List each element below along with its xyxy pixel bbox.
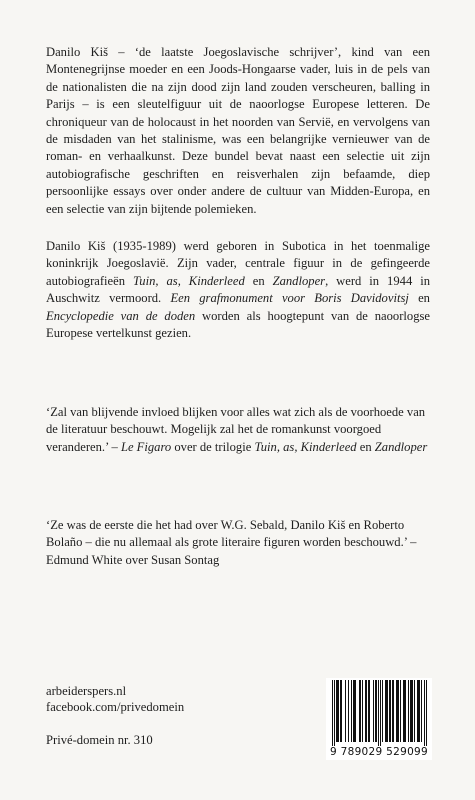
blurb-text-1: Danilo Kiš – ‘de laatste Joegoslavische schrijver’, kind van een Montenegrijnse moeder en een Joods-Hongaarse vader, luis in de pels van de nationalisten die na zijn dood zijn land zouden verscheuren, balling in Parijs – is een sleutelfiguur uit de naoorlogse Europese letteren. De chroniqueur van de holocaust in het noorden van Servië, en vervolgens van de misdaden van het stalinisme, was een belangrijke vernieuwer van de roman- en verhaalkunst. Deze bundel bevat naast een selectie uit zijn autobiografische geschriften en reisverhalen zijn befaamde, diep persoonlijke essays over onder andere de cultuur van Midden-Europa, en een selectie van zijn bijtende polemieken. (46, 45, 430, 216)
barcode-bar (390, 680, 391, 742)
barcode-bar (387, 680, 388, 742)
figaro-source: Le Figaro (120, 439, 172, 454)
barcode-bar (396, 680, 397, 742)
barcode-bar (389, 680, 390, 742)
barcode-digits: 9 789029 529099 (329, 746, 429, 758)
barcode-bar (345, 680, 346, 742)
author-bio-text (46, 238, 430, 342)
barcode-bar (421, 680, 422, 742)
barcode-bar (348, 680, 349, 742)
barcode-bar (373, 680, 374, 742)
barcode-bar (338, 680, 339, 742)
barcode-bar (380, 680, 381, 746)
author-bio-paragraph (46, 238, 430, 342)
bio-text-c: , werd in 1944 in Auschwitz vermoord. (46, 273, 430, 306)
quote-edmund-white-text: ‘Ze was de eerste die het had over W.G. Sebald, Danilo Kiš en Roberto Bolaño – die nu allemaal als grote literaire figuren worden beschouwd.’ – Edmund White over Susan Sontag (46, 518, 417, 567)
barcode-bars (326, 678, 432, 746)
publisher-facebook[interactable]: facebook.com/privedomein (46, 700, 185, 714)
isbn-barcode (326, 678, 432, 760)
barcode-bar (417, 680, 418, 742)
publisher-website[interactable]: arbeiderspers.nl (46, 684, 127, 698)
barcode-bar (400, 680, 401, 742)
barcode-bar (404, 680, 405, 742)
barcode-bar (398, 680, 399, 742)
bio-text-d: en (408, 291, 430, 306)
bio-text-e: worden als hoogtepunt van de naoorlogse Europese vertelkunst gezien. (46, 308, 430, 341)
barcode-bar (410, 680, 411, 742)
quote-edmund-white (46, 517, 430, 569)
barcode-bar (375, 680, 376, 742)
barcode-bar (376, 680, 377, 742)
bio-title-tuin: Tuin, as, Kinderleed (132, 273, 245, 288)
barcode-bar (362, 680, 363, 742)
figaro-title-tuin: Tuin, as, Kinderleed (254, 439, 357, 454)
barcode-bar (418, 680, 419, 742)
barcode-bar (351, 680, 352, 742)
barcode-bar (332, 680, 333, 746)
barcode-bar (359, 680, 360, 742)
barcode-bar (353, 680, 354, 742)
barcode-bar (378, 680, 379, 746)
figaro-quote-b: over de trilogie (171, 439, 255, 454)
barcode-bar (408, 680, 409, 742)
quote-le-figaro-text (46, 404, 430, 456)
barcode-bar (337, 680, 338, 742)
blurb-paragraph-1 (46, 44, 430, 218)
bio-title-grafmonument: Een grafmonument voor Boris Davidovitsj (170, 291, 409, 306)
barcode-bar (366, 680, 367, 742)
bio-text-b: en (244, 273, 273, 288)
barcode-bar (397, 680, 398, 742)
barcode-bar (393, 680, 394, 742)
barcode-bar (412, 680, 413, 742)
barcode-bar (386, 680, 387, 742)
barcode-bar (403, 680, 404, 742)
barcode-bar (392, 680, 393, 742)
barcode-bar (341, 680, 342, 742)
barcode-bar (414, 680, 415, 742)
barcode-bar (340, 680, 341, 742)
barcode-bar (385, 680, 386, 742)
series-number: Privé-domein nr. 310 (46, 733, 153, 747)
barcode-bar (355, 680, 356, 742)
barcode-bar (334, 680, 335, 746)
barcode-bar (424, 680, 425, 746)
figaro-quote-c: en (356, 439, 375, 454)
barcode-bar (382, 680, 383, 742)
barcode-bar (419, 680, 420, 742)
quote-le-figaro (46, 404, 430, 456)
barcode-bar (365, 680, 366, 742)
barcode-bar (369, 680, 370, 742)
figaro-quote-a: ‘Zal van blijvende invloed blijken voor alles wat zich als de voorhoede van de literatuur beschouwt. Mogelijk zal het de romankunst voorgoed veranderen.’ – (46, 405, 426, 454)
barcode-bar (336, 680, 337, 742)
bio-title-encyclopedie: Encyclopedie van de doden (46, 308, 196, 323)
barcode-bar (360, 680, 361, 742)
figaro-title-zandloper: Zandloper (374, 439, 428, 454)
barcode-bar (405, 680, 406, 742)
barcode-bar (426, 680, 427, 746)
barcode-bar (368, 680, 369, 742)
barcode-bar (354, 680, 355, 742)
barcode-bar (411, 680, 412, 742)
bio-text-a: Danilo Kiš (1935-1989) werd geboren in Subotica in het toenmalige koninkrijk Joegoslavië. Zijn vader, centrale figuur in de gefingeerde autobiografieën (46, 239, 430, 288)
bio-title-zandloper: Zandloper (272, 273, 326, 288)
